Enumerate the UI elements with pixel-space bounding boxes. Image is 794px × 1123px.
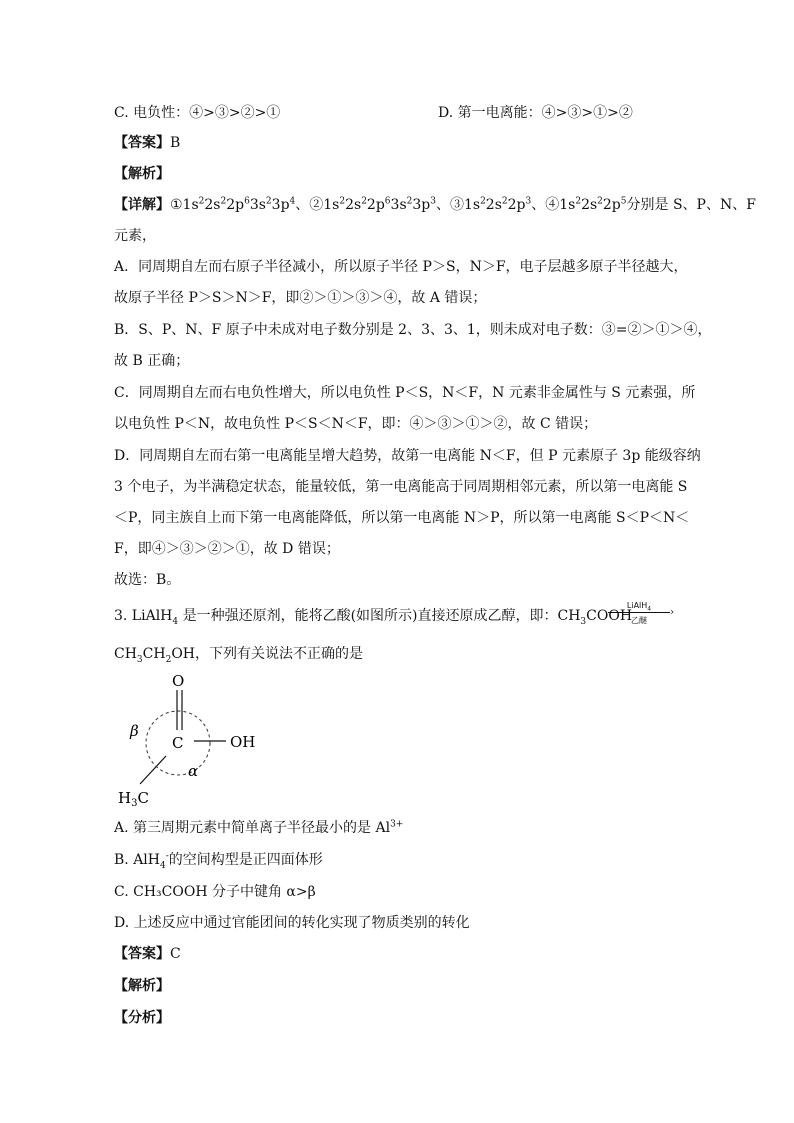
analysis-tag-1: 【解析】 (114, 166, 170, 182)
detail-line-2: 元素， (114, 228, 156, 244)
answer-tag: 【答案】 (114, 135, 170, 151)
para-a-1: A．同周期自左而右原子半径减小，所以原子半径 P＞S，N＞F，电子层越多原子半径越大， (114, 259, 688, 275)
arrow-reagent: LiAlH$_4$ (626, 601, 652, 613)
detail-line-1: 【详解】$①1s^22s^22p^63s^23p^4$、$②1s^22s^22p^63s^23p^3$、$③1s^22s^22p^3$、$④1s^22s^22p^5$分别是 S、P、N、F (114, 196, 756, 213)
fenxi-tag: 【分析】 (114, 1010, 170, 1026)
option-3a: A. 第三周期元素中简单离子半径最小的是 $Al^{3+}$ (114, 819, 404, 836)
option-3c: C. CH₃COOH 分子中键角 α>β (114, 884, 316, 900)
option-3d: D. 上述反应中通过官能团间的转化实现了物质类别的转化 (114, 915, 470, 931)
arrow-solvent: 乙醚 (631, 616, 647, 625)
option-c: C. 电负性：④>③>②>① (114, 105, 281, 121)
mol-oxygen: O (172, 672, 185, 690)
para-a-2: 故原子半径 P＞S＞N＞F，即②＞①＞③＞④，故 A 错误； (114, 290, 487, 306)
angle-beta: β (130, 722, 139, 740)
answer-line-1 (114, 133, 180, 153)
answer-value: B (170, 135, 181, 151)
option-d: D. 第一电离能：④>③>①>② (438, 105, 633, 121)
para-b-2: 故 B 正确； (114, 353, 190, 369)
para-c-2: 以电负性 P＜N，故电负性 P＜S＜N＜F，即：④＞③＞①＞②，故 C 错误； (114, 416, 598, 432)
para-d-2: 3 个电子，为半满稳定状态，能量较低，第一电离能高于同周期相邻元素，所以第一电离能 S (114, 479, 688, 495)
detail-tag: 【详解】 (114, 197, 170, 213)
question-3-line-2: $CH_3CH_2OH$，下列有关说法不正确的是 (114, 646, 363, 665)
mol-carbon: C (172, 734, 184, 752)
reaction-arrow (608, 601, 674, 626)
answer-line-2: 【答案】C (114, 946, 181, 962)
para-c-1: C．同周期自左而右电负性增大，所以电负性 P＜S，N＜F，N 元素非金属性与 S 元素强，所 (114, 385, 696, 401)
choice-line: 故选：B。 (114, 572, 181, 588)
mol-methyl: $H_3C$ (118, 789, 149, 809)
acetic-acid-structure (118, 668, 278, 813)
option-3b: B. AlH$_4$-的空间构型是正四面体形 (114, 851, 323, 871)
arrow-line-icon: › (608, 612, 670, 613)
angle-alpha: α (188, 762, 199, 780)
question-3-line-1: 3. LiAlH$_4$ 是一种强还原剂，能将乙酸(如图所示)直接还原成乙醇，即：$CH_3COOH$ (114, 608, 633, 627)
detail-config: $①1s^22s^22p^63s^23p^4$、$②1s^22s^22p^63s^23p^3$、$③1s^22s^22p^3$、$④1s^22s^22p^5$ (170, 196, 627, 213)
para-d-4: F，即④＞③＞②＞①，故 D 错误； (114, 541, 340, 557)
analysis-tag-2: 【解析】 (114, 978, 170, 994)
para-d-3: ＜P，同主族自上而下第一电离能降低，所以第一电离能 N＞P，所以第一电离能 S＜P＜N＜ (114, 510, 690, 526)
para-b-1: B．S、P、N、F 原子中未成对电子数分别是 2、3、3、1，则未成对电子数：③=②＞①＞④， (114, 322, 712, 338)
mol-hydroxyl: OH (230, 733, 256, 751)
para-d-1: D．同周期自左而右第一电离能呈增大趋势，故第一电离能 N＜F，但 P 元素原子 3p 能级容纳 (114, 448, 701, 464)
